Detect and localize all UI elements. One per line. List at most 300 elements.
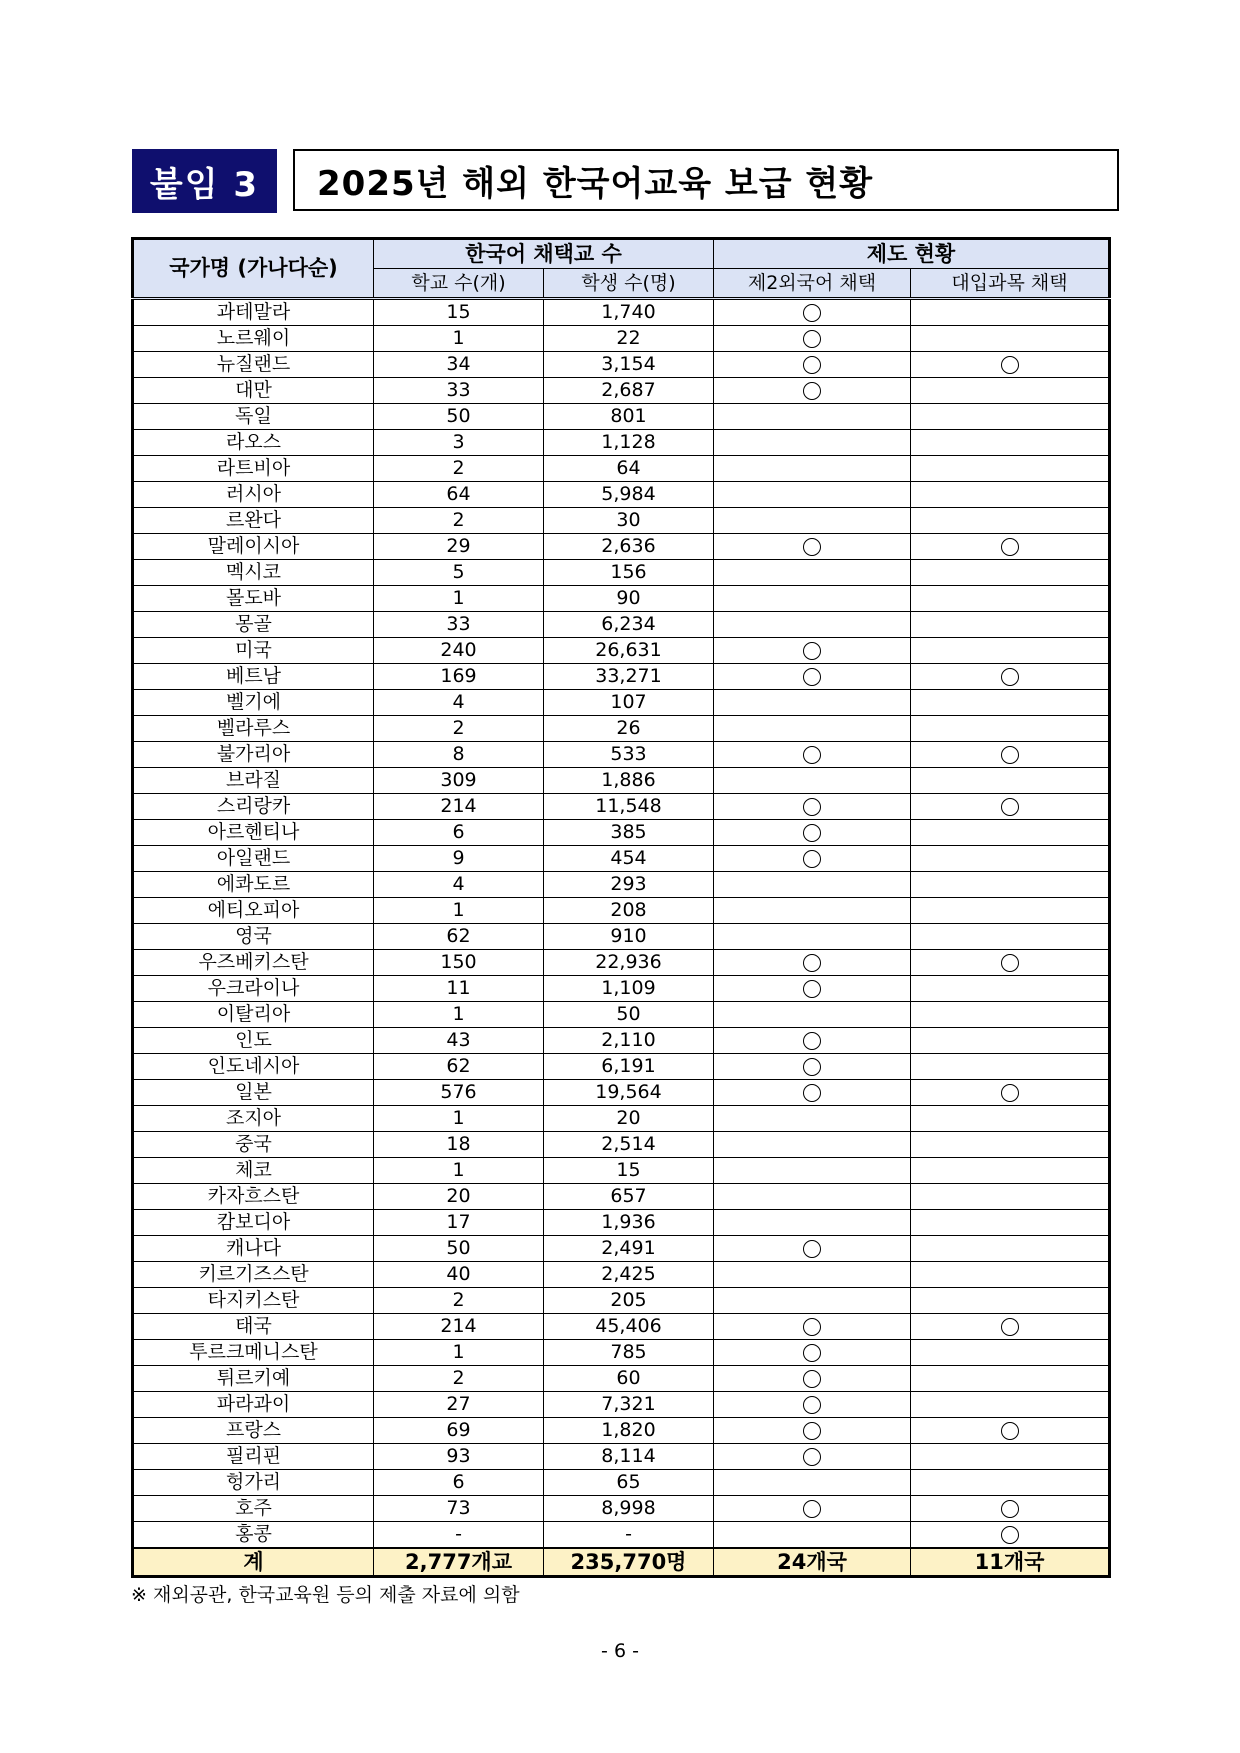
- entrance-exam-cell: [911, 1444, 1110, 1470]
- adopted-circle-icon: [803, 304, 821, 322]
- entrance-exam-cell: [911, 898, 1110, 924]
- students-cell: 90: [544, 586, 714, 612]
- entrance-exam-cell: [911, 1210, 1110, 1236]
- schools-cell: 27: [374, 1392, 544, 1418]
- entrance-exam-cell: [911, 586, 1110, 612]
- schools-cell: 17: [374, 1210, 544, 1236]
- entrance-exam-cell: [911, 612, 1110, 638]
- table-row: [133, 716, 1110, 742]
- country-cell: 베트남: [133, 664, 374, 690]
- country-cell: 타지키스탄: [133, 1288, 374, 1314]
- students-cell: 1,886: [544, 768, 714, 794]
- second-language-cell: [714, 534, 911, 560]
- country-cell: 튀르키예: [133, 1366, 374, 1392]
- entrance-exam-cell: [911, 1288, 1110, 1314]
- header-students: 학생 수(명): [544, 269, 714, 299]
- table-row: [133, 1106, 1110, 1132]
- adopted-circle-icon: [803, 330, 821, 348]
- country-cell: 멕시코: [133, 560, 374, 586]
- students-cell: 8,998: [544, 1496, 714, 1522]
- students-cell: 22: [544, 326, 714, 352]
- entrance-exam-cell: [911, 1392, 1110, 1418]
- entrance-exam-cell: [911, 1236, 1110, 1262]
- schools-cell: 29: [374, 534, 544, 560]
- entrance-exam-cell: [911, 534, 1110, 560]
- entrance-exam-cell: [911, 638, 1110, 664]
- table-row: [133, 430, 1110, 456]
- students-cell: 5,984: [544, 482, 714, 508]
- schools-cell: 8: [374, 742, 544, 768]
- adopted-circle-icon: [1001, 954, 1019, 972]
- table-row: [133, 664, 1110, 690]
- country-cell: 헝가리: [133, 1470, 374, 1496]
- country-cell: 러시아: [133, 482, 374, 508]
- students-cell: 2,687: [544, 378, 714, 404]
- students-cell: 50: [544, 1002, 714, 1028]
- country-cell: 파라과이: [133, 1392, 374, 1418]
- country-cell: 조지아: [133, 1106, 374, 1132]
- schools-cell: 240: [374, 638, 544, 664]
- second-language-cell: [714, 1288, 911, 1314]
- country-cell: 필리핀: [133, 1444, 374, 1470]
- entrance-exam-cell: [911, 482, 1110, 508]
- page-title-text: 2025년 해외 한국어교육 보급 현황: [317, 163, 874, 204]
- adopted-circle-icon: [1001, 668, 1019, 686]
- schools-cell: 33: [374, 612, 544, 638]
- entrance-exam-cell: [911, 872, 1110, 898]
- second-language-cell: [714, 846, 911, 872]
- country-cell: 몽골: [133, 612, 374, 638]
- schools-cell: 2: [374, 1366, 544, 1392]
- second-language-cell: [714, 976, 911, 1002]
- students-cell: 22,936: [544, 950, 714, 976]
- table-row: [133, 586, 1110, 612]
- schools-cell: 33: [374, 378, 544, 404]
- entrance-exam-cell: [911, 846, 1110, 872]
- schools-cell: 5: [374, 560, 544, 586]
- students-cell: 45,406: [544, 1314, 714, 1340]
- entrance-exam-cell: [911, 378, 1110, 404]
- entrance-exam-cell: [911, 742, 1110, 768]
- entrance-exam-cell: [911, 950, 1110, 976]
- schools-cell: 40: [374, 1262, 544, 1288]
- second-language-cell: [714, 612, 911, 638]
- second-language-cell: [714, 1054, 911, 1080]
- country-cell: 키르기즈스탄: [133, 1262, 374, 1288]
- adopted-circle-icon: [803, 954, 821, 972]
- second-language-cell: [714, 586, 911, 612]
- country-cell: 중국: [133, 1132, 374, 1158]
- adopted-circle-icon: [803, 642, 821, 660]
- table-row: [133, 1184, 1110, 1210]
- schools-cell: 2: [374, 716, 544, 742]
- schools-cell: 73: [374, 1496, 544, 1522]
- header-second-language: 제2외국어 채택: [714, 269, 911, 299]
- second-language-cell: [714, 1418, 911, 1444]
- schools-cell: 150: [374, 950, 544, 976]
- total-students: 235,770명: [544, 1548, 714, 1577]
- page-title: [293, 149, 1119, 211]
- country-cell: 말레이시아: [133, 534, 374, 560]
- table-row: [133, 508, 1110, 534]
- page-number: - 6 -: [601, 1640, 639, 1662]
- country-cell: 아르헨티나: [133, 820, 374, 846]
- second-language-cell: [714, 352, 911, 378]
- second-language-cell: [714, 430, 911, 456]
- table-row: [133, 1470, 1110, 1496]
- adopted-circle-icon: [803, 538, 821, 556]
- table-row: [133, 976, 1110, 1002]
- second-language-cell: [714, 1314, 911, 1340]
- country-cell: 브라질: [133, 768, 374, 794]
- second-language-cell: [714, 924, 911, 950]
- schools-cell: 1: [374, 1158, 544, 1184]
- students-cell: 2,636: [544, 534, 714, 560]
- second-language-cell: [714, 664, 911, 690]
- total-schools: 2,777개교: [374, 1548, 544, 1577]
- table-row: [133, 560, 1110, 586]
- students-cell: 156: [544, 560, 714, 586]
- second-language-cell: [714, 690, 911, 716]
- table-row: [133, 950, 1110, 976]
- status-table: [131, 237, 1111, 1578]
- adopted-circle-icon: [803, 1422, 821, 1440]
- entrance-exam-cell: [911, 664, 1110, 690]
- students-cell: 1,936: [544, 1210, 714, 1236]
- country-cell: 불가리아: [133, 742, 374, 768]
- total-label: 계: [133, 1548, 374, 1577]
- country-cell: 아일랜드: [133, 846, 374, 872]
- second-language-cell: [714, 1028, 911, 1054]
- entrance-exam-cell: [911, 1132, 1110, 1158]
- entrance-exam-cell: [911, 716, 1110, 742]
- schools-cell: -: [374, 1522, 544, 1549]
- country-cell: 태국: [133, 1314, 374, 1340]
- schools-cell: 309: [374, 768, 544, 794]
- schools-cell: 2: [374, 1288, 544, 1314]
- schools-cell: 20: [374, 1184, 544, 1210]
- students-cell: 910: [544, 924, 714, 950]
- adopted-circle-icon: [803, 850, 821, 868]
- adopted-circle-icon: [803, 668, 821, 686]
- second-language-cell: [714, 1392, 911, 1418]
- country-cell: 프랑스: [133, 1418, 374, 1444]
- total-entrance-exam: 11개국: [911, 1548, 1110, 1577]
- second-language-cell: [714, 482, 911, 508]
- second-language-cell: [714, 560, 911, 586]
- students-cell: 657: [544, 1184, 714, 1210]
- header-country: 국가명 (가나다순): [133, 239, 374, 299]
- country-cell: 투르크메니스탄: [133, 1340, 374, 1366]
- appendix-badge: 붙임 3: [132, 149, 277, 213]
- entrance-exam-cell: [911, 768, 1110, 794]
- second-language-cell: [714, 742, 911, 768]
- students-cell: 2,110: [544, 1028, 714, 1054]
- table-row: [133, 1288, 1110, 1314]
- students-cell: 293: [544, 872, 714, 898]
- schools-cell: 4: [374, 690, 544, 716]
- schools-cell: 15: [374, 299, 544, 326]
- table-row: [133, 1418, 1110, 1444]
- country-cell: 인도: [133, 1028, 374, 1054]
- schools-cell: 1: [374, 1340, 544, 1366]
- students-cell: 20: [544, 1106, 714, 1132]
- students-cell: 205: [544, 1288, 714, 1314]
- students-cell: 60: [544, 1366, 714, 1392]
- second-language-cell: [714, 950, 911, 976]
- adopted-circle-icon: [803, 980, 821, 998]
- second-language-cell: [714, 872, 911, 898]
- second-language-cell: [714, 768, 911, 794]
- country-cell: 뉴질랜드: [133, 352, 374, 378]
- table-body: [133, 299, 1110, 1549]
- students-cell: 1,820: [544, 1418, 714, 1444]
- entrance-exam-cell: [911, 1054, 1110, 1080]
- schools-cell: 50: [374, 1236, 544, 1262]
- students-cell: 385: [544, 820, 714, 846]
- second-language-cell: [714, 299, 911, 326]
- country-cell: 호주: [133, 1496, 374, 1522]
- table-row: [133, 612, 1110, 638]
- country-cell: 영국: [133, 924, 374, 950]
- adopted-circle-icon: [1001, 1422, 1019, 1440]
- second-language-cell: [714, 1158, 911, 1184]
- adopted-circle-icon: [1001, 1084, 1019, 1102]
- schools-cell: 1: [374, 586, 544, 612]
- table-row: [133, 820, 1110, 846]
- schools-cell: 169: [374, 664, 544, 690]
- schools-cell: 3: [374, 430, 544, 456]
- table-row: [133, 1002, 1110, 1028]
- students-cell: 30: [544, 508, 714, 534]
- adopted-circle-icon: [1001, 538, 1019, 556]
- schools-cell: 62: [374, 924, 544, 950]
- adopted-circle-icon: [803, 1240, 821, 1258]
- second-language-cell: [714, 1236, 911, 1262]
- second-language-cell: [714, 326, 911, 352]
- schools-cell: 69: [374, 1418, 544, 1444]
- students-cell: 454: [544, 846, 714, 872]
- adopted-circle-icon: [803, 1084, 821, 1102]
- second-language-cell: [714, 1262, 911, 1288]
- country-cell: 르완다: [133, 508, 374, 534]
- entrance-exam-cell: [911, 1262, 1110, 1288]
- second-language-cell: [714, 1522, 911, 1549]
- country-cell: 노르웨이: [133, 326, 374, 352]
- entrance-exam-cell: [911, 1314, 1110, 1340]
- table-row: [133, 794, 1110, 820]
- table-row: [133, 1496, 1110, 1522]
- adopted-circle-icon: [803, 1032, 821, 1050]
- table-row: [133, 326, 1110, 352]
- table-row: [133, 1340, 1110, 1366]
- students-cell: 65: [544, 1470, 714, 1496]
- header-adoption-group: 한국어 채택교 수: [374, 239, 714, 269]
- country-cell: 라트비아: [133, 456, 374, 482]
- table-row: [133, 352, 1110, 378]
- students-cell: 1,109: [544, 976, 714, 1002]
- schools-cell: 2: [374, 456, 544, 482]
- table-row: [133, 1366, 1110, 1392]
- country-cell: 독일: [133, 404, 374, 430]
- adopted-circle-icon: [1001, 356, 1019, 374]
- students-cell: 2,425: [544, 1262, 714, 1288]
- country-cell: 에콰도르: [133, 872, 374, 898]
- table-row: [133, 846, 1110, 872]
- header-system-group: 제도 현황: [714, 239, 1110, 269]
- schools-cell: 64: [374, 482, 544, 508]
- students-cell: 15: [544, 1158, 714, 1184]
- second-language-cell: [714, 378, 911, 404]
- second-language-cell: [714, 508, 911, 534]
- students-cell: 1,128: [544, 430, 714, 456]
- second-language-cell: [714, 1444, 911, 1470]
- entrance-exam-cell: [911, 326, 1110, 352]
- second-language-cell: [714, 1184, 911, 1210]
- table-row: [133, 1158, 1110, 1184]
- table-row: [133, 1080, 1110, 1106]
- country-cell: 벨라루스: [133, 716, 374, 742]
- second-language-cell: [714, 456, 911, 482]
- header-schools: 학교 수(개): [374, 269, 544, 299]
- entrance-exam-cell: [911, 352, 1110, 378]
- schools-cell: 4: [374, 872, 544, 898]
- entrance-exam-cell: [911, 1080, 1110, 1106]
- schools-cell: 93: [374, 1444, 544, 1470]
- adopted-circle-icon: [1001, 1500, 1019, 1518]
- entrance-exam-cell: [911, 1106, 1110, 1132]
- entrance-exam-cell: [911, 1522, 1110, 1549]
- country-cell: 벨기에: [133, 690, 374, 716]
- second-language-cell: [714, 1366, 911, 1392]
- entrance-exam-cell: [911, 508, 1110, 534]
- students-cell: 26: [544, 716, 714, 742]
- adopted-circle-icon: [1001, 1318, 1019, 1336]
- schools-cell: 214: [374, 1314, 544, 1340]
- second-language-cell: [714, 898, 911, 924]
- second-language-cell: [714, 1002, 911, 1028]
- adopted-circle-icon: [1001, 798, 1019, 816]
- table-row: [133, 1236, 1110, 1262]
- students-cell: 801: [544, 404, 714, 430]
- entrance-exam-cell: [911, 1184, 1110, 1210]
- second-language-cell: [714, 1080, 911, 1106]
- entrance-exam-cell: [911, 1470, 1110, 1496]
- table-row: [133, 1028, 1110, 1054]
- table-row: [133, 742, 1110, 768]
- table-row: [133, 404, 1110, 430]
- country-cell: 이탈리아: [133, 1002, 374, 1028]
- adopted-circle-icon: [803, 1370, 821, 1388]
- total-row: [133, 1548, 1110, 1577]
- adopted-circle-icon: [803, 356, 821, 374]
- table-row: [133, 456, 1110, 482]
- students-cell: 1,740: [544, 299, 714, 326]
- schools-cell: 2: [374, 508, 544, 534]
- country-cell: 대만: [133, 378, 374, 404]
- second-language-cell: [714, 1210, 911, 1236]
- country-cell: 몰도바: [133, 586, 374, 612]
- second-language-cell: [714, 404, 911, 430]
- schools-cell: 34: [374, 352, 544, 378]
- students-cell: 33,271: [544, 664, 714, 690]
- entrance-exam-cell: [911, 1496, 1110, 1522]
- second-language-cell: [714, 638, 911, 664]
- adopted-circle-icon: [803, 746, 821, 764]
- table-row: [133, 898, 1110, 924]
- schools-cell: 1: [374, 326, 544, 352]
- entrance-exam-cell: [911, 404, 1110, 430]
- footnote: ※ 재외공관, 한국교육원 등의 제출 자료에 의함: [131, 1584, 520, 1606]
- students-cell: 19,564: [544, 1080, 714, 1106]
- second-language-cell: [714, 716, 911, 742]
- students-cell: 64: [544, 456, 714, 482]
- table-row: [133, 1392, 1110, 1418]
- table-row: [133, 299, 1110, 326]
- second-language-cell: [714, 1496, 911, 1522]
- students-cell: 3,154: [544, 352, 714, 378]
- table-row: [133, 638, 1110, 664]
- schools-cell: 62: [374, 1054, 544, 1080]
- adopted-circle-icon: [803, 1058, 821, 1076]
- table-row: [133, 872, 1110, 898]
- table-row: [133, 1314, 1110, 1340]
- entrance-exam-cell: [911, 430, 1110, 456]
- students-cell: 7,321: [544, 1392, 714, 1418]
- students-cell: 107: [544, 690, 714, 716]
- schools-cell: 11: [374, 976, 544, 1002]
- country-cell: 캐나다: [133, 1236, 374, 1262]
- students-cell: 6,234: [544, 612, 714, 638]
- schools-cell: 576: [374, 1080, 544, 1106]
- entrance-exam-cell: [911, 456, 1110, 482]
- table-row: [133, 1210, 1110, 1236]
- entrance-exam-cell: [911, 1418, 1110, 1444]
- adopted-circle-icon: [1001, 1526, 1019, 1544]
- students-cell: 2,491: [544, 1236, 714, 1262]
- country-cell: 미국: [133, 638, 374, 664]
- adopted-circle-icon: [803, 1500, 821, 1518]
- schools-cell: 214: [374, 794, 544, 820]
- country-cell: 카자흐스탄: [133, 1184, 374, 1210]
- adopted-circle-icon: [803, 824, 821, 842]
- schools-cell: 1: [374, 898, 544, 924]
- adopted-circle-icon: [803, 1318, 821, 1336]
- country-cell: 우크라이나: [133, 976, 374, 1002]
- adopted-circle-icon: [803, 798, 821, 816]
- total-second-language: 24개국: [714, 1548, 911, 1577]
- entrance-exam-cell: [911, 1028, 1110, 1054]
- table-row: [133, 1262, 1110, 1288]
- second-language-cell: [714, 820, 911, 846]
- country-cell: 캄보디아: [133, 1210, 374, 1236]
- country-cell: 우즈베키스탄: [133, 950, 374, 976]
- country-cell: 라오스: [133, 430, 374, 456]
- country-cell: 인도네시아: [133, 1054, 374, 1080]
- entrance-exam-cell: [911, 820, 1110, 846]
- table-row: [133, 378, 1110, 404]
- country-cell: 홍콩: [133, 1522, 374, 1549]
- entrance-exam-cell: [911, 1002, 1110, 1028]
- students-cell: 8,114: [544, 1444, 714, 1470]
- entrance-exam-cell: [911, 976, 1110, 1002]
- country-cell: 체코: [133, 1158, 374, 1184]
- country-cell: 과테말라: [133, 299, 374, 326]
- table-row: [133, 1132, 1110, 1158]
- entrance-exam-cell: [911, 560, 1110, 586]
- schools-cell: 18: [374, 1132, 544, 1158]
- country-cell: 일본: [133, 1080, 374, 1106]
